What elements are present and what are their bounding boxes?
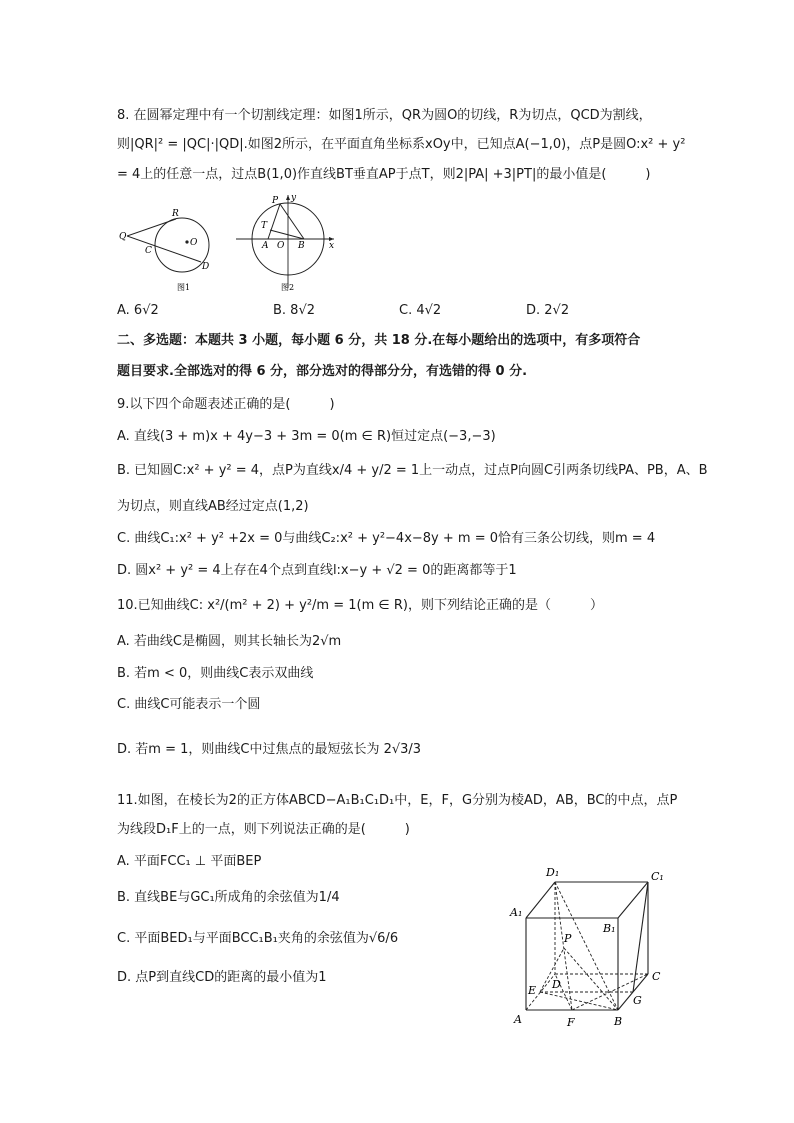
cube-figure xyxy=(508,862,676,1032)
cube-label-g: G xyxy=(633,994,642,1007)
section-2-line-1: 二、多选题：本题共 3 小题，每小题 6 分，共 18 分.在每小题给出的选项中，有多项符合 xyxy=(117,333,641,348)
fig1-label-o: O xyxy=(190,238,198,248)
q8-option-a: A. 6√2 xyxy=(117,303,159,318)
fig1-caption: 图1 xyxy=(177,283,191,292)
cube-label-e: E xyxy=(528,984,537,997)
fig2-label-a: A xyxy=(262,241,269,251)
fig2-label-t: T xyxy=(261,221,268,231)
fig2-label-o: O xyxy=(277,241,285,251)
q8-option-b: B. 8√2 xyxy=(273,303,316,318)
q9-stem: 9.以下四个命题表述正确的是( ) xyxy=(117,397,335,412)
fig2-caption: 图2 xyxy=(281,283,295,292)
cube-label-a: A xyxy=(514,1013,522,1026)
section-2-line-2: 题目要求.全部选对的得 6 分，部分选对的得部分分，有选错的得 0 分. xyxy=(117,364,528,379)
q9-option-a: A. 直线(3 + m)x + 4y−3 + 3m = 0(m ∈ R)恒过定点(−3,−3) xyxy=(117,429,496,444)
q11-option-a: A. 平面FCC₁ ⊥ 平面BEP xyxy=(117,854,262,869)
q8-option-d: D. 2√2 xyxy=(526,303,570,318)
q10-option-c: C. 曲线C可能表示一个圆 xyxy=(117,697,261,712)
q8-option-c: C. 4√2 xyxy=(399,303,442,318)
q10-option-a: A. 若曲线C是椭圆，则其长轴长为2√m xyxy=(117,634,342,649)
q11-stem-line-1: 11.如图，在棱长为2的正方体ABCD−A₁B₁C₁D₁中，E，F，G分别为棱AD，AB，BC的中点，点P xyxy=(117,793,678,808)
q11-option-b: B. 直线BE与GC₁所成角的余弦值为1/4 xyxy=(117,890,340,905)
q9-option-c: C. 曲线C₁:x² + y² +2x = 0与曲线C₂:x² + y²−4x−8y + m = 0恰有三条公切线，则m = 4 xyxy=(117,531,656,546)
q11-stem-line-2: 为线段D₁F上的一点，则下列说法正确的是( ) xyxy=(117,822,410,837)
fig2-label-b: B xyxy=(298,241,305,251)
cube-label-c: C xyxy=(652,970,661,983)
cube-label-c1: C₁ xyxy=(651,870,664,883)
q10-stem: 10.已知曲线C: x²/(m² + 2) + y²/m = 1(m ∈ R)，则下列结论正确的是（ ） xyxy=(117,598,603,613)
q11-option-d: D. 点P到直线CD的距离的最小值为1 xyxy=(117,970,327,985)
q8-line-1: 8. 在圆幂定理中有一个切割线定理：如图1所示，QR为圆O的切线，R为切点，QCD为割线， xyxy=(117,108,652,123)
cube-label-b1: B₁ xyxy=(603,922,616,935)
q9-option-b-line-1: B. 已知圆C:x² + y² = 4，点P为直线x/4 + y/2 = 1上一动点，过点P向圆C引两条切线PA、PB，A、B xyxy=(117,463,708,478)
cube-label-d: D xyxy=(552,978,561,991)
q9-option-b-line-2: 为切点，则直线AB经过定点(1,2) xyxy=(117,499,309,514)
figure-1 xyxy=(115,198,225,294)
cube-label-f: F xyxy=(567,1016,575,1029)
q9-option-d: D. 圆x² + y² = 4上存在4个点到直线l:x−y + √2 = 0的距离都等于1 xyxy=(117,563,517,578)
q10-option-d: D. 若m = 1，则曲线C中过焦点的最短弦长为 2√3/3 xyxy=(117,742,422,757)
fig1-label-q: Q xyxy=(119,232,127,242)
fig2-label-y: y xyxy=(291,193,297,203)
q10-option-b: B. 若m < 0，则曲线C表示双曲线 xyxy=(117,666,314,681)
q11-option-c: C. 平面BED₁与平面BCC₁B₁夹角的余弦值为√6/6 xyxy=(117,931,399,946)
q8-line-2: 则|QR|² = |QC|·|QD|.如图2所示，在平面直角坐标系xOy中，已知点A(−1,0)，点P是圆O:x² + y² xyxy=(117,137,686,152)
fig2-label-x: x xyxy=(329,241,335,251)
cube-label-p: P xyxy=(564,932,572,945)
fig1-label-c: C xyxy=(145,246,152,256)
q8-line-3: = 4上的任意一点，过点B(1,0)作直线BT垂直AP于点T，则2|PA| +3|PT|的最小值是( ) xyxy=(117,167,651,182)
fig2-label-p: P xyxy=(272,196,279,206)
fig1-label-r: R xyxy=(172,209,179,219)
cube-label-b: B xyxy=(614,1015,623,1028)
cube-label-d1: D₁ xyxy=(546,866,560,879)
cube-label-a1: A₁ xyxy=(510,906,523,919)
figure-2 xyxy=(232,190,344,294)
fig1-label-d: D xyxy=(202,262,210,272)
